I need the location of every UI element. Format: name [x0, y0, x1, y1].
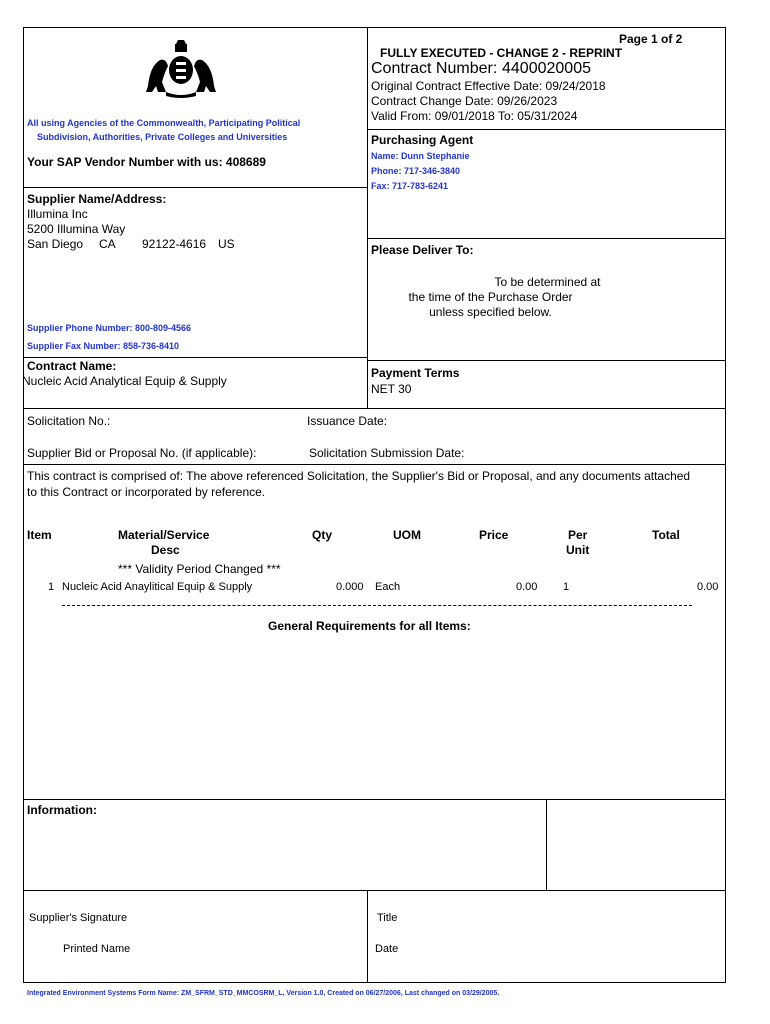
date-label: Date [375, 943, 399, 955]
col-uom: UOM [393, 528, 421, 542]
divider [23, 799, 726, 800]
contract-status: FULLY EXECUTED - CHANGE 2 - REPRINT [380, 46, 623, 60]
col-item: Item [27, 528, 52, 542]
row-item: 1 [48, 581, 55, 593]
col-unit: Unit [566, 543, 590, 557]
agencies-line-1: All using Agencies of the Commonwealth, Participating Political [27, 118, 301, 128]
divider [367, 890, 368, 983]
contract-name: Nucleic Acid Analytical Equip & Supply [22, 374, 227, 388]
form-footer: Integrated Environment Systems Form Name: ZM_SFRM_STD_MMCOSRM_L, Version 1.0, Created on 06/27/2006, Last changed on 03/29/2005. [27, 990, 500, 997]
contract-number: 4400020005 [502, 60, 591, 77]
validity-note: *** Validity Period Changed *** [118, 562, 281, 576]
col-per: Per [568, 528, 588, 542]
row-per: 1 [563, 581, 570, 593]
contract-name-heading: Contract Name: [27, 359, 117, 373]
table-row [0, 581, 770, 597]
dashed-separator [62, 605, 692, 606]
change-date: Contract Change Date: 09/26/2023 [371, 94, 558, 108]
row-desc: Nucleic Acid Anaylitical Equip & Supply [62, 581, 253, 593]
divider [367, 27, 368, 408]
page-indicator: Page 1 of 2 [619, 32, 683, 46]
submission-date: Solicitation Submission Date: [309, 446, 465, 460]
printed-name-label: Printed Name [63, 943, 131, 955]
col-total: Total [652, 528, 680, 542]
col-qty: Qty [312, 528, 333, 542]
supplier-country: US [218, 237, 235, 251]
comprised-text: This contract is comprised of: The above referenced Solicitation, the Supplier's Bid or Proposal, and any documents attached [27, 469, 691, 483]
comprised-text-2: to this Contract or incorporated by reference. [27, 485, 266, 499]
supplier-street: 5200 Illumina Way [27, 222, 126, 236]
row-qty: 0.000 [336, 581, 364, 593]
divider [367, 129, 726, 130]
commonwealth-seal-icon [140, 36, 222, 98]
divider [367, 238, 726, 239]
information-heading: Information: [27, 803, 97, 817]
divider [23, 464, 726, 465]
valid-dates: Valid From: 09/01/2018 To: 05/31/2024 [371, 109, 578, 123]
divider [367, 360, 726, 361]
deliver-heading: Please Deliver To: [371, 243, 474, 257]
divider [23, 187, 367, 188]
payment-terms: NET 30 [371, 382, 412, 396]
divider [23, 408, 726, 409]
agent-fax: Fax: 717-783-6241 [371, 181, 449, 191]
agent-phone: Phone: 717-346-3840 [371, 166, 461, 176]
supplier-signature-label: Supplier's Signature [29, 912, 128, 924]
sap-vendor-number: Your SAP Vendor Number with us: 408689 [27, 155, 266, 169]
divider [546, 799, 547, 890]
supplier-name: Illumina Inc [27, 207, 88, 221]
deliver-line-1: To be determined at [494, 275, 601, 289]
supplier-state: CA [99, 237, 116, 251]
effective-date: Original Contract Effective Date: 09/24/2018 [371, 79, 606, 93]
row-total: 0.00 [697, 581, 719, 593]
col-desc: Desc [151, 543, 180, 557]
bid-proposal-number: Supplier Bid or Proposal No. (if applicable): [27, 446, 257, 460]
general-requirements: General Requirements for all Items: [268, 619, 471, 633]
divider [23, 890, 726, 891]
agencies-line-2: Subdivision, Authorities, Private Colleges and Universities [37, 132, 288, 142]
deliver-line-2: the time of the Purchase Order [408, 290, 573, 304]
supplier-heading: Supplier Name/Address: [27, 192, 167, 206]
issuance-date: Issuance Date: [307, 414, 388, 428]
supplier-phone: Supplier Phone Number: 800-809-4566 [27, 323, 192, 333]
supplier-fax: Supplier Fax Number: 858-736-8410 [27, 341, 180, 351]
payment-heading: Payment Terms [371, 366, 460, 380]
supplier-zip: 92122-4616 [142, 237, 207, 251]
contract-number-label: Contract Number: [371, 60, 498, 77]
deliver-line-3: unless specified below. [429, 305, 552, 319]
col-price: Price [479, 528, 509, 542]
agent-heading: Purchasing Agent [371, 133, 474, 147]
divider [23, 357, 367, 358]
row-price: 0.00 [516, 581, 538, 593]
solicitation-number: Solicitation No.: [27, 414, 111, 428]
col-material: Material/Service [118, 528, 210, 542]
agent-name: Name: Dunn Stephanie [371, 151, 470, 161]
row-uom: Each [375, 581, 401, 593]
supplier-city: San Diego [27, 237, 84, 251]
title-label: Title [377, 912, 398, 924]
